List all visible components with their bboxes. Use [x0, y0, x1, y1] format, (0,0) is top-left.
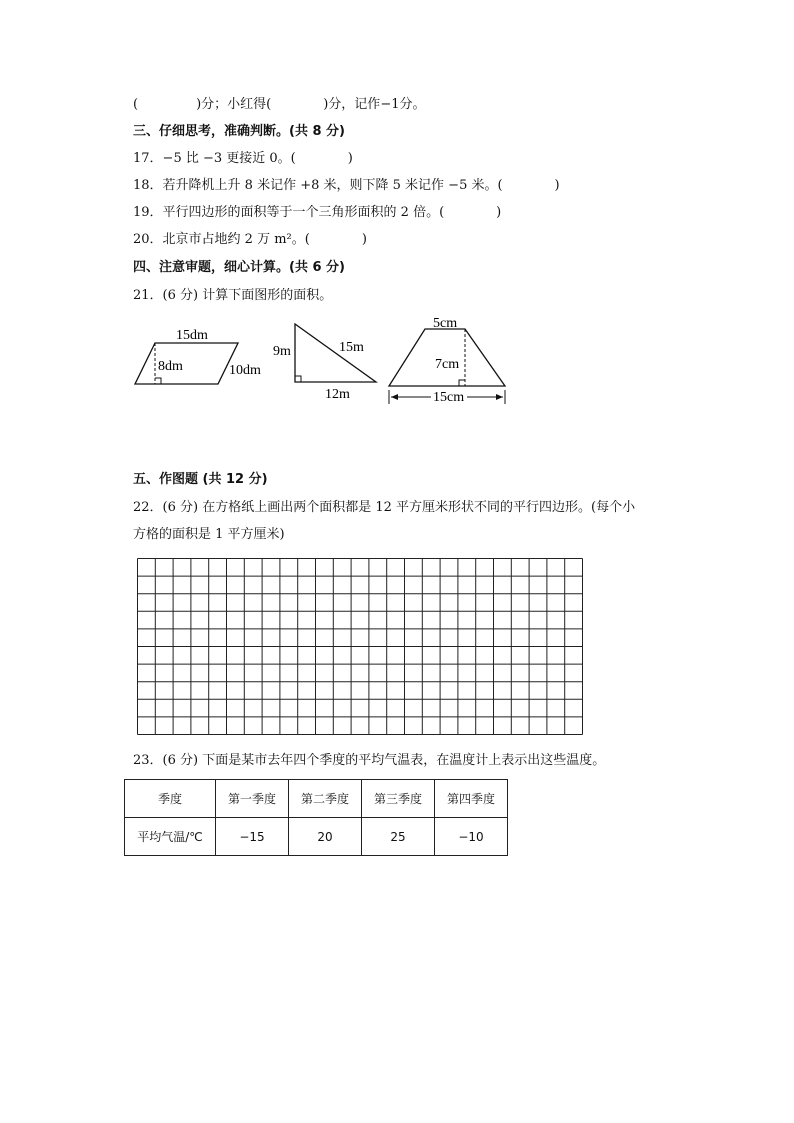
q20-paren: )	[361, 232, 367, 247]
triangle-hyp-label: 15m	[339, 340, 364, 355]
area-figures	[125, 312, 525, 412]
paren-open: (	[133, 97, 139, 112]
arrow-left	[391, 394, 398, 400]
table-header-cell: 第三季度	[362, 780, 435, 818]
q17-text: −5 比 −3 更接近 0。(	[162, 151, 296, 166]
parallelogram-shape	[135, 343, 238, 384]
trapezoid-height-label: 7cm	[435, 357, 460, 372]
trapezoid-top-label: 5cm	[433, 316, 458, 331]
table-cell: −10	[435, 818, 508, 856]
answer-line	[133, 97, 426, 113]
right-angle-mark	[459, 380, 465, 386]
question-21: 21．(6 分) 计算下面图形的面积。	[133, 288, 333, 303]
table-row	[125, 818, 508, 856]
section3-title: 三、仔细思考，准确判断。(共 8 分)	[133, 124, 345, 139]
q19-text: 平行四边形的面积等于一个三角形面积的 2 倍。(	[162, 205, 445, 220]
arrow-right	[496, 394, 503, 400]
answer-text-end: 分。	[399, 97, 426, 112]
trapezoid-figure	[389, 316, 505, 405]
q19-paren: )	[496, 205, 502, 220]
right-angle-mark	[155, 378, 161, 384]
right-angle-mark	[295, 376, 301, 382]
triangle-left-label: 9m	[273, 344, 291, 359]
q18-number: 18．	[133, 178, 163, 193]
table-cell: 20	[289, 818, 362, 856]
q17-number: 17．	[133, 151, 163, 166]
section4-title: 四、注意审题，细心计算。(共 6 分)	[133, 260, 345, 275]
section5-title: 五、作图题 (共 12 分)	[133, 472, 268, 487]
question-20	[133, 232, 367, 248]
table-header-cell: 季度	[125, 780, 216, 818]
q18-paren: )	[554, 178, 560, 193]
table-header-cell: 第二季度	[289, 780, 362, 818]
question-17	[133, 151, 353, 167]
table-header-cell: 第四季度	[435, 780, 508, 818]
q19-number: 19．	[133, 205, 163, 220]
q18-text: 若升降机上升 8 米记作 +8 米，则下降 5 米记作 −5 米。(	[162, 178, 503, 193]
table-cell: −15	[216, 818, 289, 856]
question-22-line1: 22．(6 分) 在方格纸上画出两个面积都是 12 平方厘米形状不同的平行四边形。(每个小	[133, 500, 636, 515]
parallelogram-figure	[135, 328, 261, 384]
q20-number: 20．	[133, 232, 163, 247]
parallelogram-side-label: 10dm	[229, 363, 261, 378]
answer-text-mid: )分；小红得(	[196, 97, 272, 112]
parallelogram-top-label: 15dm	[176, 328, 208, 343]
grid-paper[interactable]	[137, 558, 583, 736]
table-header-cell: 第一季度	[216, 780, 289, 818]
temperature-table	[124, 779, 508, 856]
trapezoid-bottom-label: 15cm	[433, 390, 465, 405]
q20-text: 北京市占地约 2 万 m²。(	[162, 232, 310, 247]
question-18	[133, 178, 560, 194]
q17-paren: )	[347, 151, 353, 166]
table-row-label: 平均气温/℃	[125, 818, 216, 856]
table-header-row	[125, 780, 508, 818]
parallelogram-height-label: 8dm	[158, 359, 183, 374]
triangle-figure	[273, 324, 376, 402]
question-22-line2: 方格的面积是 1 平方厘米)	[133, 527, 285, 542]
question-23: 23．(6 分) 下面是某市去年四个季度的平均气温表，在温度计上表示出这些温度。	[133, 753, 606, 768]
question-19	[133, 205, 501, 221]
triangle-bottom-label: 12m	[325, 387, 350, 402]
table-cell: 25	[362, 818, 435, 856]
answer-value: −1	[380, 97, 400, 112]
answer-text-mid2: )分，记作	[323, 97, 381, 112]
